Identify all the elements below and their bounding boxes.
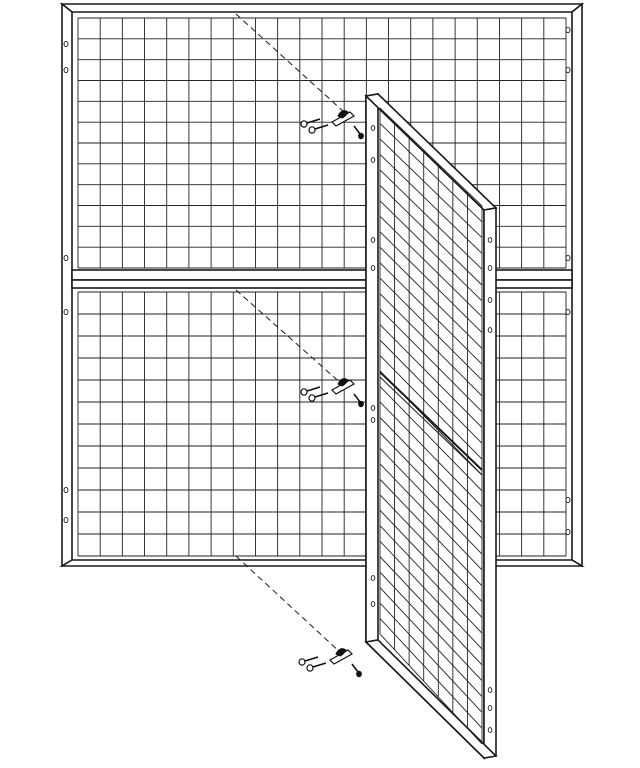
panel-left-stile xyxy=(62,4,72,566)
screw-icon xyxy=(301,389,307,395)
panel-hole-left xyxy=(64,309,68,314)
guide-line-top xyxy=(236,14,344,112)
screw-shank-icon xyxy=(352,664,358,672)
screw-shank-icon xyxy=(315,125,328,129)
screw-icon xyxy=(301,121,307,127)
panel-hole-right xyxy=(566,497,570,502)
panel-hole-right xyxy=(566,529,570,534)
gate-hole-latch-side xyxy=(488,266,492,271)
screw-icon xyxy=(359,401,364,407)
gate-hole-latch-side xyxy=(488,328,492,333)
gate-hole-latch-side xyxy=(488,238,492,243)
panel-right-stile xyxy=(572,4,582,566)
hinge-assembly xyxy=(299,649,361,677)
screw-shank-icon xyxy=(313,663,326,667)
gate-hole-hinge-side xyxy=(371,238,375,243)
panel-hole-right xyxy=(566,27,570,32)
panel-hole-left xyxy=(64,255,68,260)
gate-panel xyxy=(366,94,496,758)
guide-line-bottom xyxy=(236,556,342,654)
gate-hole-latch-side xyxy=(488,688,492,693)
screw-shank-icon xyxy=(315,393,328,397)
gate-hole-latch-side xyxy=(488,298,492,303)
gate-hinge-stile xyxy=(366,94,378,642)
guide-line-middle xyxy=(236,290,344,386)
screw-icon xyxy=(307,665,313,671)
gate-hole-hinge-side xyxy=(371,576,375,581)
screw-icon xyxy=(309,395,315,401)
screw-shank-icon xyxy=(307,387,320,391)
panel-hole-right xyxy=(566,255,570,260)
gate-hole-hinge-side xyxy=(371,126,375,131)
hinge-assembly xyxy=(301,379,363,407)
panel-top-rail xyxy=(62,4,582,12)
gate-hole-latch-side xyxy=(488,728,492,733)
panel-bottom-rail xyxy=(62,560,582,566)
panel-hole-left xyxy=(64,41,68,46)
gate-hole-latch-side xyxy=(488,706,492,711)
panel-hole-right xyxy=(566,309,570,314)
panel-hole-left xyxy=(64,487,68,492)
screw-shank-icon xyxy=(354,394,360,402)
gate-latch-stile xyxy=(484,208,496,758)
panel-middle-rail-lower xyxy=(72,280,572,288)
screw-shank-icon xyxy=(305,657,318,661)
gate-hole-hinge-side xyxy=(371,418,375,423)
alignment-guides xyxy=(236,14,344,654)
screw-icon xyxy=(309,127,315,133)
gate-hole-hinge-side xyxy=(371,266,375,271)
panel-hole-right xyxy=(566,67,570,72)
screw-icon xyxy=(359,133,364,139)
screw-icon xyxy=(299,659,305,665)
panel-hole-left xyxy=(64,67,68,72)
gate-hole-hinge-side xyxy=(371,158,375,163)
screw-shank-icon xyxy=(354,126,360,134)
panel-middle-rail xyxy=(72,270,572,280)
hardware-set xyxy=(299,111,363,677)
gate-hole-hinge-side xyxy=(371,406,375,411)
hinge-assembly xyxy=(301,111,363,139)
screw-icon xyxy=(357,671,362,677)
fixed-panel xyxy=(62,4,582,566)
panel-hole-left xyxy=(64,517,68,522)
gate-hole-hinge-side xyxy=(371,602,375,607)
